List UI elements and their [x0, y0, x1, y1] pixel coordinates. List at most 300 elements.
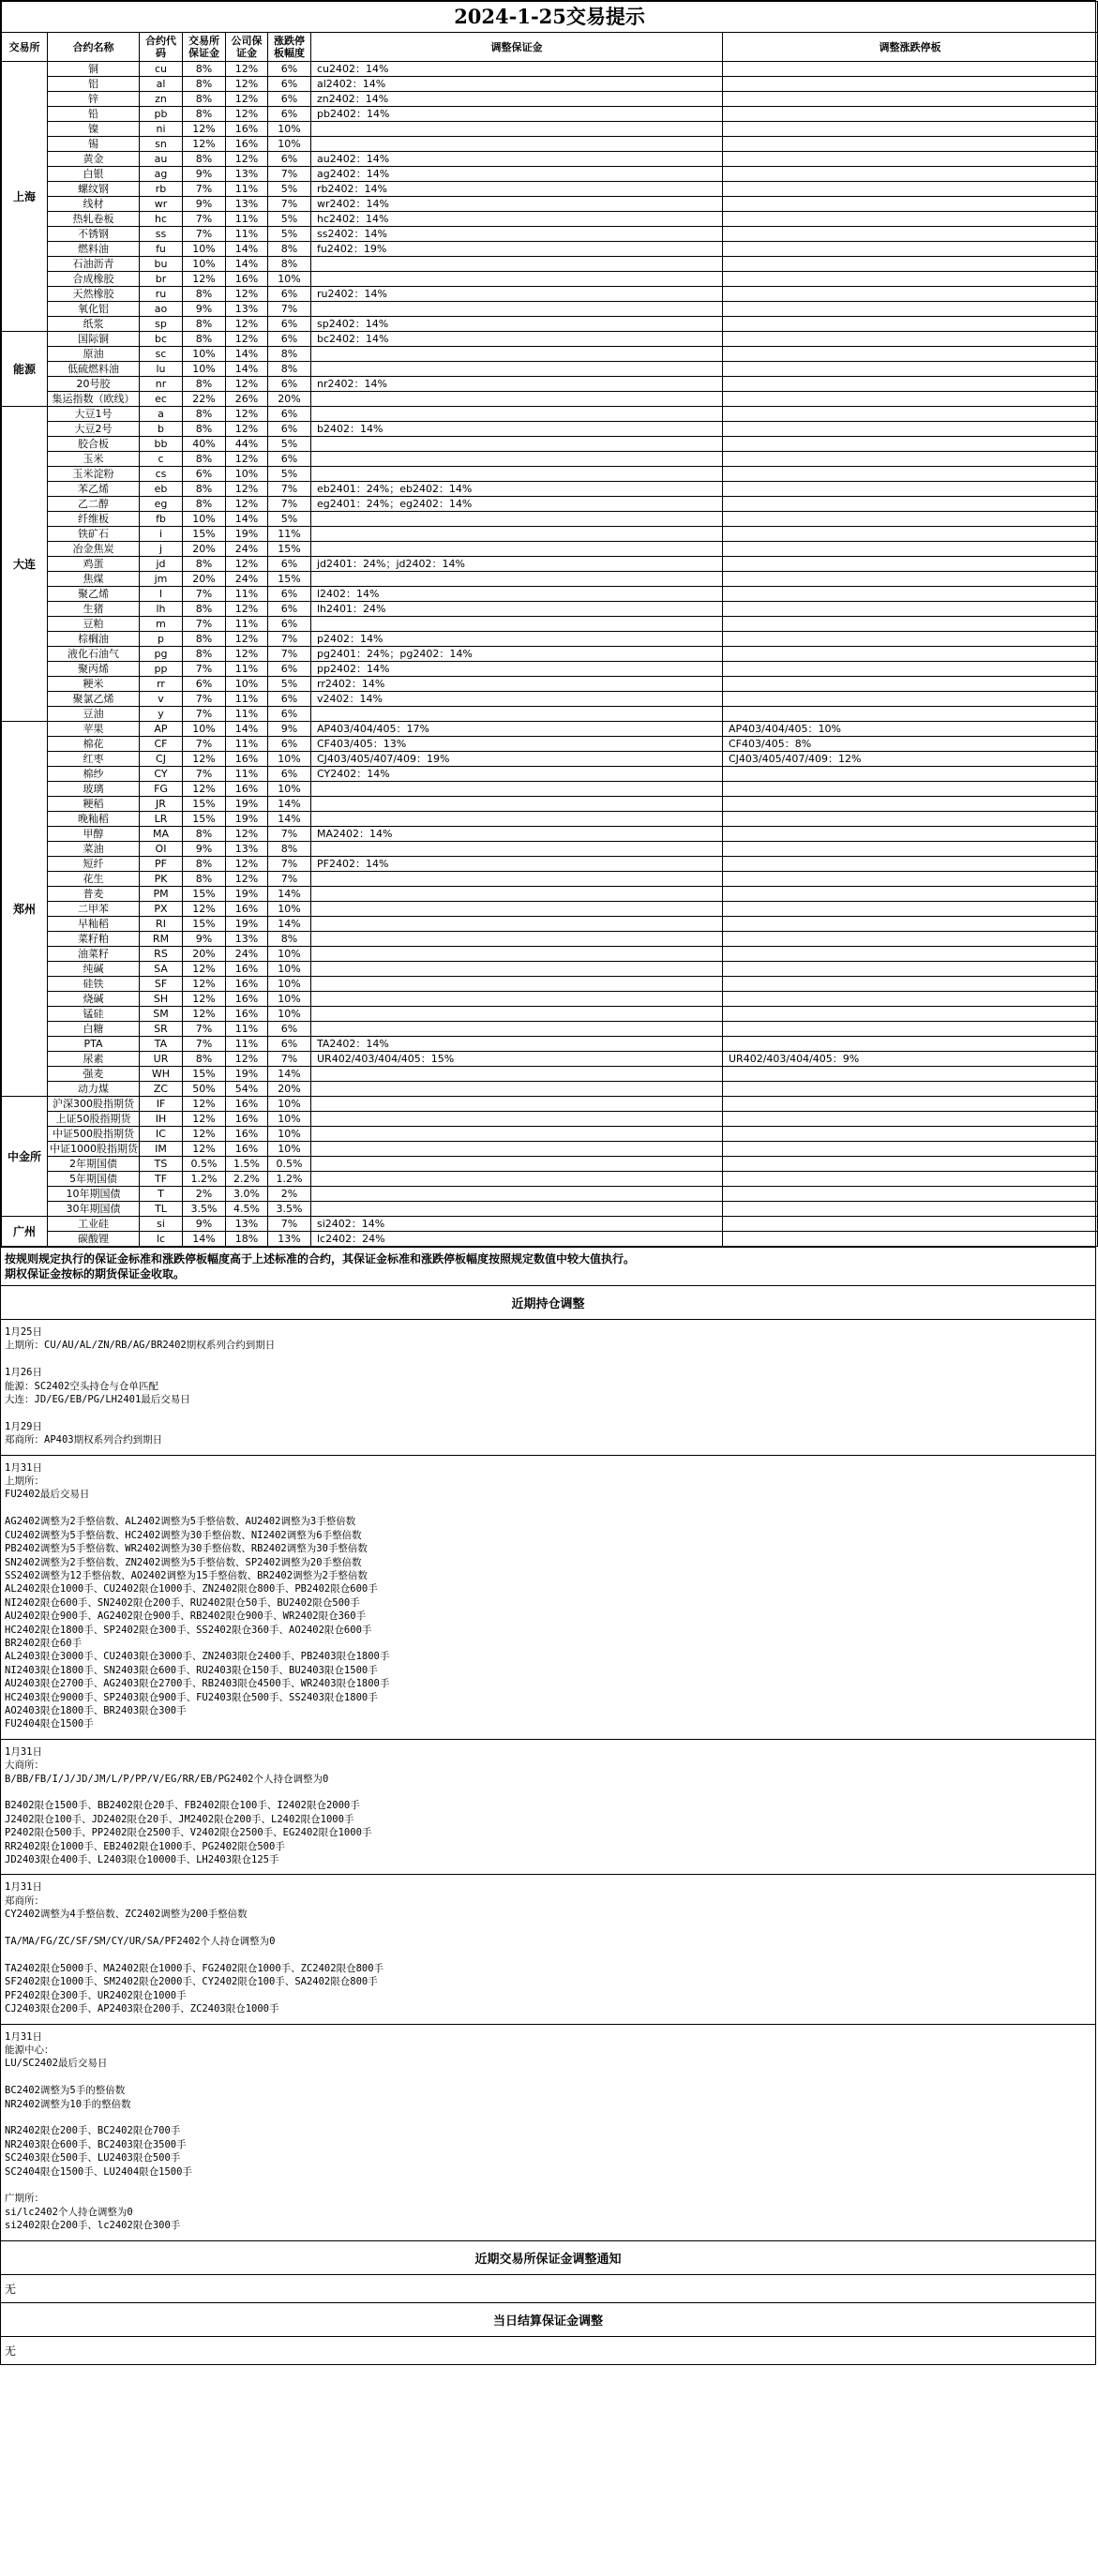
limit-range: 20%	[268, 1082, 311, 1097]
contract-name: 镍	[48, 122, 140, 137]
limit-range: 6%	[268, 287, 311, 302]
limit-range: 14%	[268, 812, 311, 827]
table-row	[2, 587, 1098, 602]
exchange-margin: 10%	[183, 242, 226, 257]
contract-name: 液化石油气	[48, 647, 140, 662]
table-row	[2, 752, 1098, 767]
table-row	[2, 1127, 1098, 1142]
margin-adjust: l2402：14%	[311, 587, 723, 602]
contract-code: l	[140, 587, 183, 602]
exchange-margin: 8%	[183, 827, 226, 842]
limit-adjust: CJ403/405/407/409：12%	[723, 752, 1098, 767]
exchange-margin: 12%	[183, 1112, 226, 1127]
table-row	[2, 977, 1098, 992]
contract-name: 花生	[48, 872, 140, 887]
company-margin: 12%	[226, 872, 268, 887]
limit-adjust	[723, 347, 1098, 362]
contract-code: PF	[140, 857, 183, 872]
company-margin: 11%	[226, 1037, 268, 1052]
contract-code: jm	[140, 572, 183, 587]
exchange-margin: 7%	[183, 737, 226, 752]
contract-name: 热轧卷板	[48, 212, 140, 227]
limit-range: 10%	[268, 137, 311, 152]
company-margin: 13%	[226, 1217, 268, 1232]
table-row	[2, 662, 1098, 677]
limit-range: 10%	[268, 992, 311, 1007]
contract-name: 铝	[48, 77, 140, 92]
limit-range: 6%	[268, 62, 311, 77]
settle-margin-text: 无	[1, 2336, 1095, 2364]
limit-adjust	[723, 767, 1098, 782]
contract-code: cu	[140, 62, 183, 77]
exchange-margin: 12%	[183, 1097, 226, 1112]
limit-adjust	[723, 902, 1098, 917]
margin-adjust	[311, 1112, 723, 1127]
exchange-margin: 9%	[183, 302, 226, 317]
contract-code: eb	[140, 482, 183, 497]
margin-adjust: rb2402：14%	[311, 182, 723, 197]
contract-code: PK	[140, 872, 183, 887]
contract-code: IM	[140, 1142, 183, 1157]
position-block: 1月31日 大商所： B/BB/FB/I/J/JD/JM/L/P/PP/V/EG/RR/EB/PG2402个人持仓调整为0 B2402限仓1500手、BB2402限仓20手、FB2402限仓100手、I2402限仓2000手 J2402限仓100手、JD2402限仓20手、JM2402限仓200手、L2402限仓1000手 P2402限仓500手、PP2402限仓2500手、V2402限仓2500手、EG2402限仓1000手 RR2402限仓1000手、EB2402限仓1000手、PG2402限仓500手 JD2403限仓400手、L2403限仓10000手、LH2403限仓125手	[1, 1739, 1095, 1875]
header-cell: 调整保证金	[311, 33, 723, 62]
limit-range: 10%	[268, 782, 311, 797]
limit-adjust	[723, 602, 1098, 617]
limit-adjust	[723, 467, 1098, 482]
limit-adjust	[723, 557, 1098, 572]
company-margin: 11%	[226, 662, 268, 677]
exchange-margin: 9%	[183, 1217, 226, 1232]
contract-code: UR	[140, 1052, 183, 1067]
table-row	[2, 482, 1098, 497]
contract-code: j	[140, 542, 183, 557]
margin-table	[1, 1, 1098, 1247]
limit-range: 6%	[268, 767, 311, 782]
contract-name: 豆油	[48, 707, 140, 722]
limit-adjust	[723, 962, 1098, 977]
limit-range: 6%	[268, 737, 311, 752]
company-margin: 10%	[226, 467, 268, 482]
contract-code: zn	[140, 92, 183, 107]
margin-adjust	[311, 782, 723, 797]
limit-range: 6%	[268, 1037, 311, 1052]
table-row	[2, 902, 1098, 917]
limit-adjust	[723, 1037, 1098, 1052]
table-row	[2, 137, 1098, 152]
exchange-margin: 15%	[183, 527, 226, 542]
contract-name: 氧化铝	[48, 302, 140, 317]
limit-adjust	[723, 647, 1098, 662]
exchange-margin: 50%	[183, 1082, 226, 1097]
exchange-margin: 12%	[183, 1142, 226, 1157]
contract-code: sn	[140, 137, 183, 152]
contract-name: 纤维板	[48, 512, 140, 527]
table-row	[2, 152, 1098, 167]
limit-range: 10%	[268, 1127, 311, 1142]
exchange-margin: 7%	[183, 662, 226, 677]
exchange-margin: 12%	[183, 122, 226, 137]
contract-name: 晚籼稻	[48, 812, 140, 827]
limit-adjust	[723, 632, 1098, 647]
margin-adjust	[311, 812, 723, 827]
margin-adjust	[311, 512, 723, 527]
contract-code: TS	[140, 1157, 183, 1172]
margin-adjust: wr2402：14%	[311, 197, 723, 212]
contract-name: 沪深300股指期货	[48, 1097, 140, 1112]
position-adjust-list	[1, 1319, 1095, 2240]
limit-adjust	[723, 257, 1098, 272]
note-line: 按规则规定执行的保证金标准和涨跌停板幅度高于上述标准的合约，其保证金标准和涨跌停板幅度按照规定数值中较大值执行。	[5, 1252, 636, 1266]
company-margin: 12%	[226, 557, 268, 572]
exchange-margin: 20%	[183, 572, 226, 587]
table-row	[2, 92, 1098, 107]
limit-range: 7%	[268, 872, 311, 887]
table-row	[2, 512, 1098, 527]
exchange-margin: 9%	[183, 197, 226, 212]
limit-range: 7%	[268, 197, 311, 212]
limit-range: 7%	[268, 1052, 311, 1067]
limit-adjust	[723, 317, 1098, 332]
margin-adjust	[311, 347, 723, 362]
limit-adjust	[723, 947, 1098, 962]
limit-range: 6%	[268, 152, 311, 167]
contract-name: 螺纹钢	[48, 182, 140, 197]
company-margin: 1.5%	[226, 1157, 268, 1172]
margin-adjust	[311, 1202, 723, 1217]
contract-code: eg	[140, 497, 183, 512]
table-row	[2, 212, 1098, 227]
limit-range: 7%	[268, 497, 311, 512]
exchange-margin: 8%	[183, 377, 226, 392]
contract-code: RM	[140, 932, 183, 947]
limit-range: 6%	[268, 407, 311, 422]
contract-name: 苯乙烯	[48, 482, 140, 497]
margin-adjust	[311, 887, 723, 902]
company-margin: 13%	[226, 842, 268, 857]
exchange-margin: 0.5%	[183, 1157, 226, 1172]
contract-code: CY	[140, 767, 183, 782]
limit-adjust	[723, 77, 1098, 92]
limit-range: 8%	[268, 932, 311, 947]
table-row	[2, 722, 1098, 737]
company-margin: 16%	[226, 1007, 268, 1022]
contract-name: 胶合板	[48, 437, 140, 452]
exchange-margin: 8%	[183, 647, 226, 662]
company-margin: 16%	[226, 752, 268, 767]
table-row	[2, 437, 1098, 452]
limit-range: 15%	[268, 572, 311, 587]
exchange-margin-title: 近期交易所保证金调整通知	[1, 2240, 1095, 2274]
margin-adjust	[311, 1022, 723, 1037]
margin-adjust	[311, 452, 723, 467]
company-margin: 11%	[226, 707, 268, 722]
margin-adjust	[311, 872, 723, 887]
company-margin: 12%	[226, 857, 268, 872]
limit-adjust	[723, 887, 1098, 902]
exchange-margin: 12%	[183, 1127, 226, 1142]
contract-name: 粳米	[48, 677, 140, 692]
exchange-margin: 10%	[183, 347, 226, 362]
limit-range: 10%	[268, 977, 311, 992]
table-row	[2, 1022, 1098, 1037]
limit-range: 0.5%	[268, 1157, 311, 1172]
contract-name: 豆粕	[48, 617, 140, 632]
contract-code: a	[140, 407, 183, 422]
table-row	[2, 77, 1098, 92]
margin-adjust	[311, 407, 723, 422]
limit-range: 5%	[268, 212, 311, 227]
contract-code: rb	[140, 182, 183, 197]
limit-range: 8%	[268, 842, 311, 857]
limit-adjust	[723, 452, 1098, 467]
limit-adjust	[723, 1142, 1098, 1157]
contract-code: pb	[140, 107, 183, 122]
limit-adjust	[723, 272, 1098, 287]
contract-code: TA	[140, 1037, 183, 1052]
table-row	[2, 1217, 1098, 1232]
contract-code: b	[140, 422, 183, 437]
exchange-margin: 12%	[183, 962, 226, 977]
exchange-margin: 12%	[183, 1007, 226, 1022]
limit-adjust	[723, 1172, 1098, 1187]
limit-range: 1.2%	[268, 1172, 311, 1187]
contract-name: 锡	[48, 137, 140, 152]
company-margin: 16%	[226, 1142, 268, 1157]
limit-range: 5%	[268, 437, 311, 452]
contract-code: sp	[140, 317, 183, 332]
limit-adjust	[723, 212, 1098, 227]
position-block: 1月25日 上期所：CU/AU/AL/ZN/RB/AG/BR2402期权系列合约到期日 1月26日 能源：SC2402空头持仓与仓单匹配 大连：JD/EG/EB/PG/LH2401最后交易日 1月29日 郑商所：AP403期权系列合约到期日	[1, 1319, 1095, 1455]
limit-range: 10%	[268, 902, 311, 917]
contract-name: 20号胶	[48, 377, 140, 392]
limit-range: 6%	[268, 617, 311, 632]
header-cell: 交易所保证金	[183, 33, 226, 62]
company-margin: 12%	[226, 407, 268, 422]
margin-adjust	[311, 437, 723, 452]
contract-name: 低硫燃料油	[48, 362, 140, 377]
exchange-margin: 20%	[183, 542, 226, 557]
table-row	[2, 1097, 1098, 1112]
company-margin: 4.5%	[226, 1202, 268, 1217]
exchange-margin: 6%	[183, 677, 226, 692]
contract-code: y	[140, 707, 183, 722]
limit-range: 10%	[268, 1112, 311, 1127]
contract-name: 棉纱	[48, 767, 140, 782]
contract-code: TF	[140, 1172, 183, 1187]
contract-code: OI	[140, 842, 183, 857]
margin-adjust	[311, 572, 723, 587]
margin-adjust	[311, 797, 723, 812]
company-margin: 18%	[226, 1232, 268, 1247]
exchange-margin: 15%	[183, 797, 226, 812]
limit-range: 7%	[268, 1217, 311, 1232]
margin-adjust: hc2402：14%	[311, 212, 723, 227]
margin-adjust: b2402：14%	[311, 422, 723, 437]
limit-range: 6%	[268, 707, 311, 722]
table-row	[2, 542, 1098, 557]
limit-range: 7%	[268, 482, 311, 497]
note-line: 期权保证金按标的期货保证金收取。	[5, 1267, 186, 1281]
limit-range: 14%	[268, 797, 311, 812]
limit-adjust	[723, 182, 1098, 197]
exchange-margin: 9%	[183, 842, 226, 857]
table-row	[2, 167, 1098, 182]
contract-name: 天然橡胶	[48, 287, 140, 302]
company-margin: 12%	[226, 377, 268, 392]
exchange-margin: 1.2%	[183, 1172, 226, 1187]
limit-range: 6%	[268, 422, 311, 437]
limit-adjust	[723, 842, 1098, 857]
contract-name: 中证1000股指期货	[48, 1142, 140, 1157]
company-margin: 12%	[226, 317, 268, 332]
company-margin: 14%	[226, 512, 268, 527]
header-cell: 涨跌停板幅度	[268, 33, 311, 62]
margin-adjust: jd2401：24%；jd2402：14%	[311, 557, 723, 572]
company-margin: 16%	[226, 1097, 268, 1112]
limit-adjust	[723, 392, 1098, 407]
limit-adjust	[723, 62, 1098, 77]
header-cell: 交易所	[2, 33, 48, 62]
contract-name: 线材	[48, 197, 140, 212]
table-row	[2, 1142, 1098, 1157]
limit-adjust	[723, 812, 1098, 827]
exchange-margin: 7%	[183, 1022, 226, 1037]
limit-range: 3.5%	[268, 1202, 311, 1217]
table-row	[2, 1082, 1098, 1097]
contract-code: lh	[140, 602, 183, 617]
margin-adjust: fu2402：19%	[311, 242, 723, 257]
margin-adjust: MA2402：14%	[311, 827, 723, 842]
exchange-margin: 8%	[183, 872, 226, 887]
exchange-margin: 7%	[183, 767, 226, 782]
contract-name: 铜	[48, 62, 140, 77]
limit-adjust	[723, 92, 1098, 107]
exchange-margin: 8%	[183, 77, 226, 92]
exchange-margin: 8%	[183, 497, 226, 512]
contract-code: RI	[140, 917, 183, 932]
exchange-margin: 8%	[183, 92, 226, 107]
exchange-margin: 9%	[183, 167, 226, 182]
contract-code: bb	[140, 437, 183, 452]
table-row	[2, 362, 1098, 377]
table-row	[2, 347, 1098, 362]
limit-adjust	[723, 1067, 1098, 1082]
contract-code: WH	[140, 1067, 183, 1082]
company-margin: 14%	[226, 242, 268, 257]
company-margin: 16%	[226, 902, 268, 917]
company-margin: 10%	[226, 677, 268, 692]
contract-name: 大豆1号	[48, 407, 140, 422]
limit-adjust	[723, 1097, 1098, 1112]
exchange-margin: 8%	[183, 152, 226, 167]
margin-adjust: ss2402：14%	[311, 227, 723, 242]
margin-adjust: UR402/403/404/405：15%	[311, 1052, 723, 1067]
limit-range: 6%	[268, 77, 311, 92]
contract-code: c	[140, 452, 183, 467]
company-margin: 12%	[226, 422, 268, 437]
contract-code: pp	[140, 662, 183, 677]
contract-code: ss	[140, 227, 183, 242]
contract-code: IC	[140, 1127, 183, 1142]
company-margin: 12%	[226, 107, 268, 122]
table-row	[2, 377, 1098, 392]
limit-adjust	[723, 677, 1098, 692]
margin-adjust	[311, 932, 723, 947]
limit-adjust	[723, 692, 1098, 707]
contract-code: CF	[140, 737, 183, 752]
position-block: 1月31日 郑商所： CY2402调整为4手整倍数、ZC2402调整为200手整倍数 TA/MA/FG/ZC/SF/SM/CY/UR/SA/PF2402个人持仓调整为0 TA2402限仓5000手、MA2402限仓1000手、FG2402限仓1000手、ZC2402限仓800手 SF2402限仓1000手、SM2402限仓2000手、CY2402限仓100手、SA2402限仓800手 PF2402限仓300手、UR2402限仓1000手 CJ2403限仓200手、AP2403限仓200手、ZC2403限仓1000手	[1, 1874, 1095, 2023]
exchange-margin: 15%	[183, 917, 226, 932]
limit-adjust	[723, 572, 1098, 587]
exchange-margin: 15%	[183, 1067, 226, 1082]
exchange-name: 大连	[2, 407, 48, 722]
exchange-margin: 7%	[183, 182, 226, 197]
contract-name: 焦煤	[48, 572, 140, 587]
exchange-margin: 10%	[183, 257, 226, 272]
contract-code: FG	[140, 782, 183, 797]
limit-adjust	[723, 797, 1098, 812]
margin-adjust	[311, 542, 723, 557]
table-row	[2, 317, 1098, 332]
limit-range: 7%	[268, 302, 311, 317]
margin-adjust: rr2402：14%	[311, 677, 723, 692]
table-row	[2, 1037, 1098, 1052]
limit-range: 5%	[268, 182, 311, 197]
position-block: 1月31日 能源中心： LU/SC2402最后交易日 BC2402调整为5手的整倍数 NR2402调整为10手的整倍数 NR2402限仓200手、BC2402限仓700手 NR2403限仓600手、BC2403限仓3500手 SC2403限仓500手、LU2403限仓500手 SC2404限仓1500手、LU2404限仓1500手 广期所： si/lc2402个人持仓调整为0 si2402限仓200手、lc2402限仓300手	[1, 2024, 1095, 2240]
table-body	[2, 62, 1098, 1247]
margin-adjust: cu2402：14%	[311, 62, 723, 77]
company-margin: 16%	[226, 272, 268, 287]
contract-code: lc	[140, 1232, 183, 1247]
company-margin: 11%	[226, 692, 268, 707]
limit-range: 8%	[268, 257, 311, 272]
contract-name: 鸡蛋	[48, 557, 140, 572]
limit-range: 14%	[268, 887, 311, 902]
margin-adjust: pb2402：14%	[311, 107, 723, 122]
contract-code: SF	[140, 977, 183, 992]
exchange-margin: 10%	[183, 512, 226, 527]
contract-code: al	[140, 77, 183, 92]
contract-code: SM	[140, 1007, 183, 1022]
contract-name: 聚氯乙烯	[48, 692, 140, 707]
table-row	[2, 1052, 1098, 1067]
contract-name: 合成橡胶	[48, 272, 140, 287]
contract-name: 玉米淀粉	[48, 467, 140, 482]
margin-adjust	[311, 122, 723, 137]
table-row	[2, 467, 1098, 482]
table-row	[2, 332, 1098, 347]
header-cell: 合约名称	[48, 33, 140, 62]
company-margin: 16%	[226, 122, 268, 137]
exchange-name: 广州	[2, 1217, 48, 1247]
limit-adjust	[723, 782, 1098, 797]
exchange-margin: 7%	[183, 1037, 226, 1052]
contract-code: au	[140, 152, 183, 167]
company-margin: 11%	[226, 212, 268, 227]
limit-range: 13%	[268, 1232, 311, 1247]
exchange-margin: 8%	[183, 602, 226, 617]
exchange-margin: 8%	[183, 422, 226, 437]
limit-adjust	[723, 122, 1098, 137]
contract-name: 菜油	[48, 842, 140, 857]
limit-range: 5%	[268, 227, 311, 242]
limit-adjust	[723, 1082, 1098, 1097]
contract-code: i	[140, 527, 183, 542]
table-row	[2, 932, 1098, 947]
margin-adjust	[311, 257, 723, 272]
contract-name: 黄金	[48, 152, 140, 167]
exchange-margin: 12%	[183, 137, 226, 152]
